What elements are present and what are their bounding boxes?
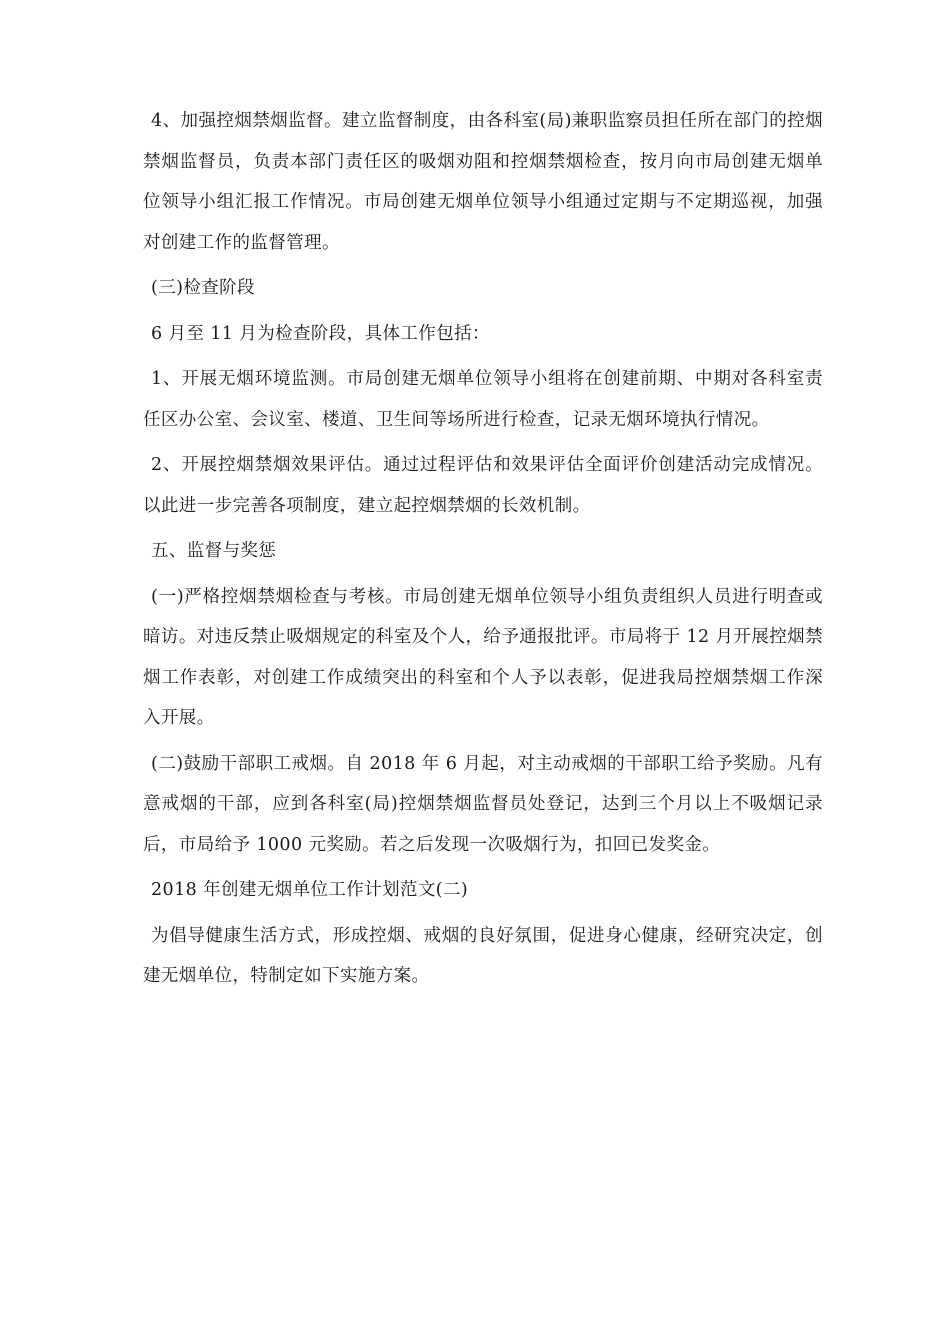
paragraph-strict-inspection: (一)严格控烟禁烟检查与考核。市局创建无烟单位领导小组负责组织人员进行明查或暗访。对违反禁止吸烟规定的科室及个人，给予通报批评。市局将于 12 月开展控烟禁烟工作表彰，对创建工作成绩突出的科室和个人予以表彰，促进我局控烟禁烟工作深入开展。 bbox=[143, 586, 823, 728]
document-body bbox=[143, 101, 823, 1002]
heading-supervision-rewards: 五、监督与奖惩 bbox=[151, 541, 277, 561]
paragraph-effect-evaluation: 2、开展控烟禁烟效果评估。通过过程评估和效果评估全面评价创建活动完成情况。以此进一步完善各项制度，建立起控烟禁烟的长效机制。 bbox=[143, 455, 823, 516]
paragraph-supervision: 4、加强控烟禁烟监督。建立监督制度，由各科室(局)兼职监察员担任所在部门的控烟禁烟监督员，负责本部门责任区的吸烟劝阻和控烟禁烟检查，按月向市局创建无烟单位领导小组汇报工作情况。市局创建无烟单位领导小组通过定期与不定期巡视，加强对创建工作的监督管理。 bbox=[143, 111, 823, 253]
paragraph-plan-intro: 为倡导健康生活方式，形成控烟、戒烟的良好氛围，促进身心健康，经研究决定，创建无烟单位，特制定如下实施方案。 bbox=[143, 925, 823, 986]
heading-inspection-stage: (三)检查阶段 bbox=[151, 278, 255, 298]
heading-plan-two: 2018 年创建无烟单位工作计划范文(二) bbox=[151, 880, 469, 900]
paragraph-inspection-period: 6 月至 11 月为检查阶段，具体工作包括： bbox=[151, 323, 490, 344]
paragraph-encourage-quitting: (二)鼓励干部职工戒烟。自 2018 年 6 月起，对主动戒烟的干部职工给予奖励。凡有意戒烟的干部，应到各科室(局)控烟禁烟监督员处登记，达到三个月以上不吸烟记录后，市局给予 1000 元奖励。若之后发现一次吸烟行为，扣回已发奖金。 bbox=[143, 753, 823, 855]
paragraph-environment-monitoring: 1、开展无烟环境监测。市局创建无烟单位领导小组将在创建前期、中期对各科室责任区办公室、会议室、楼道、卫生间等场所进行检查，记录无烟环境执行情况。 bbox=[143, 369, 823, 430]
